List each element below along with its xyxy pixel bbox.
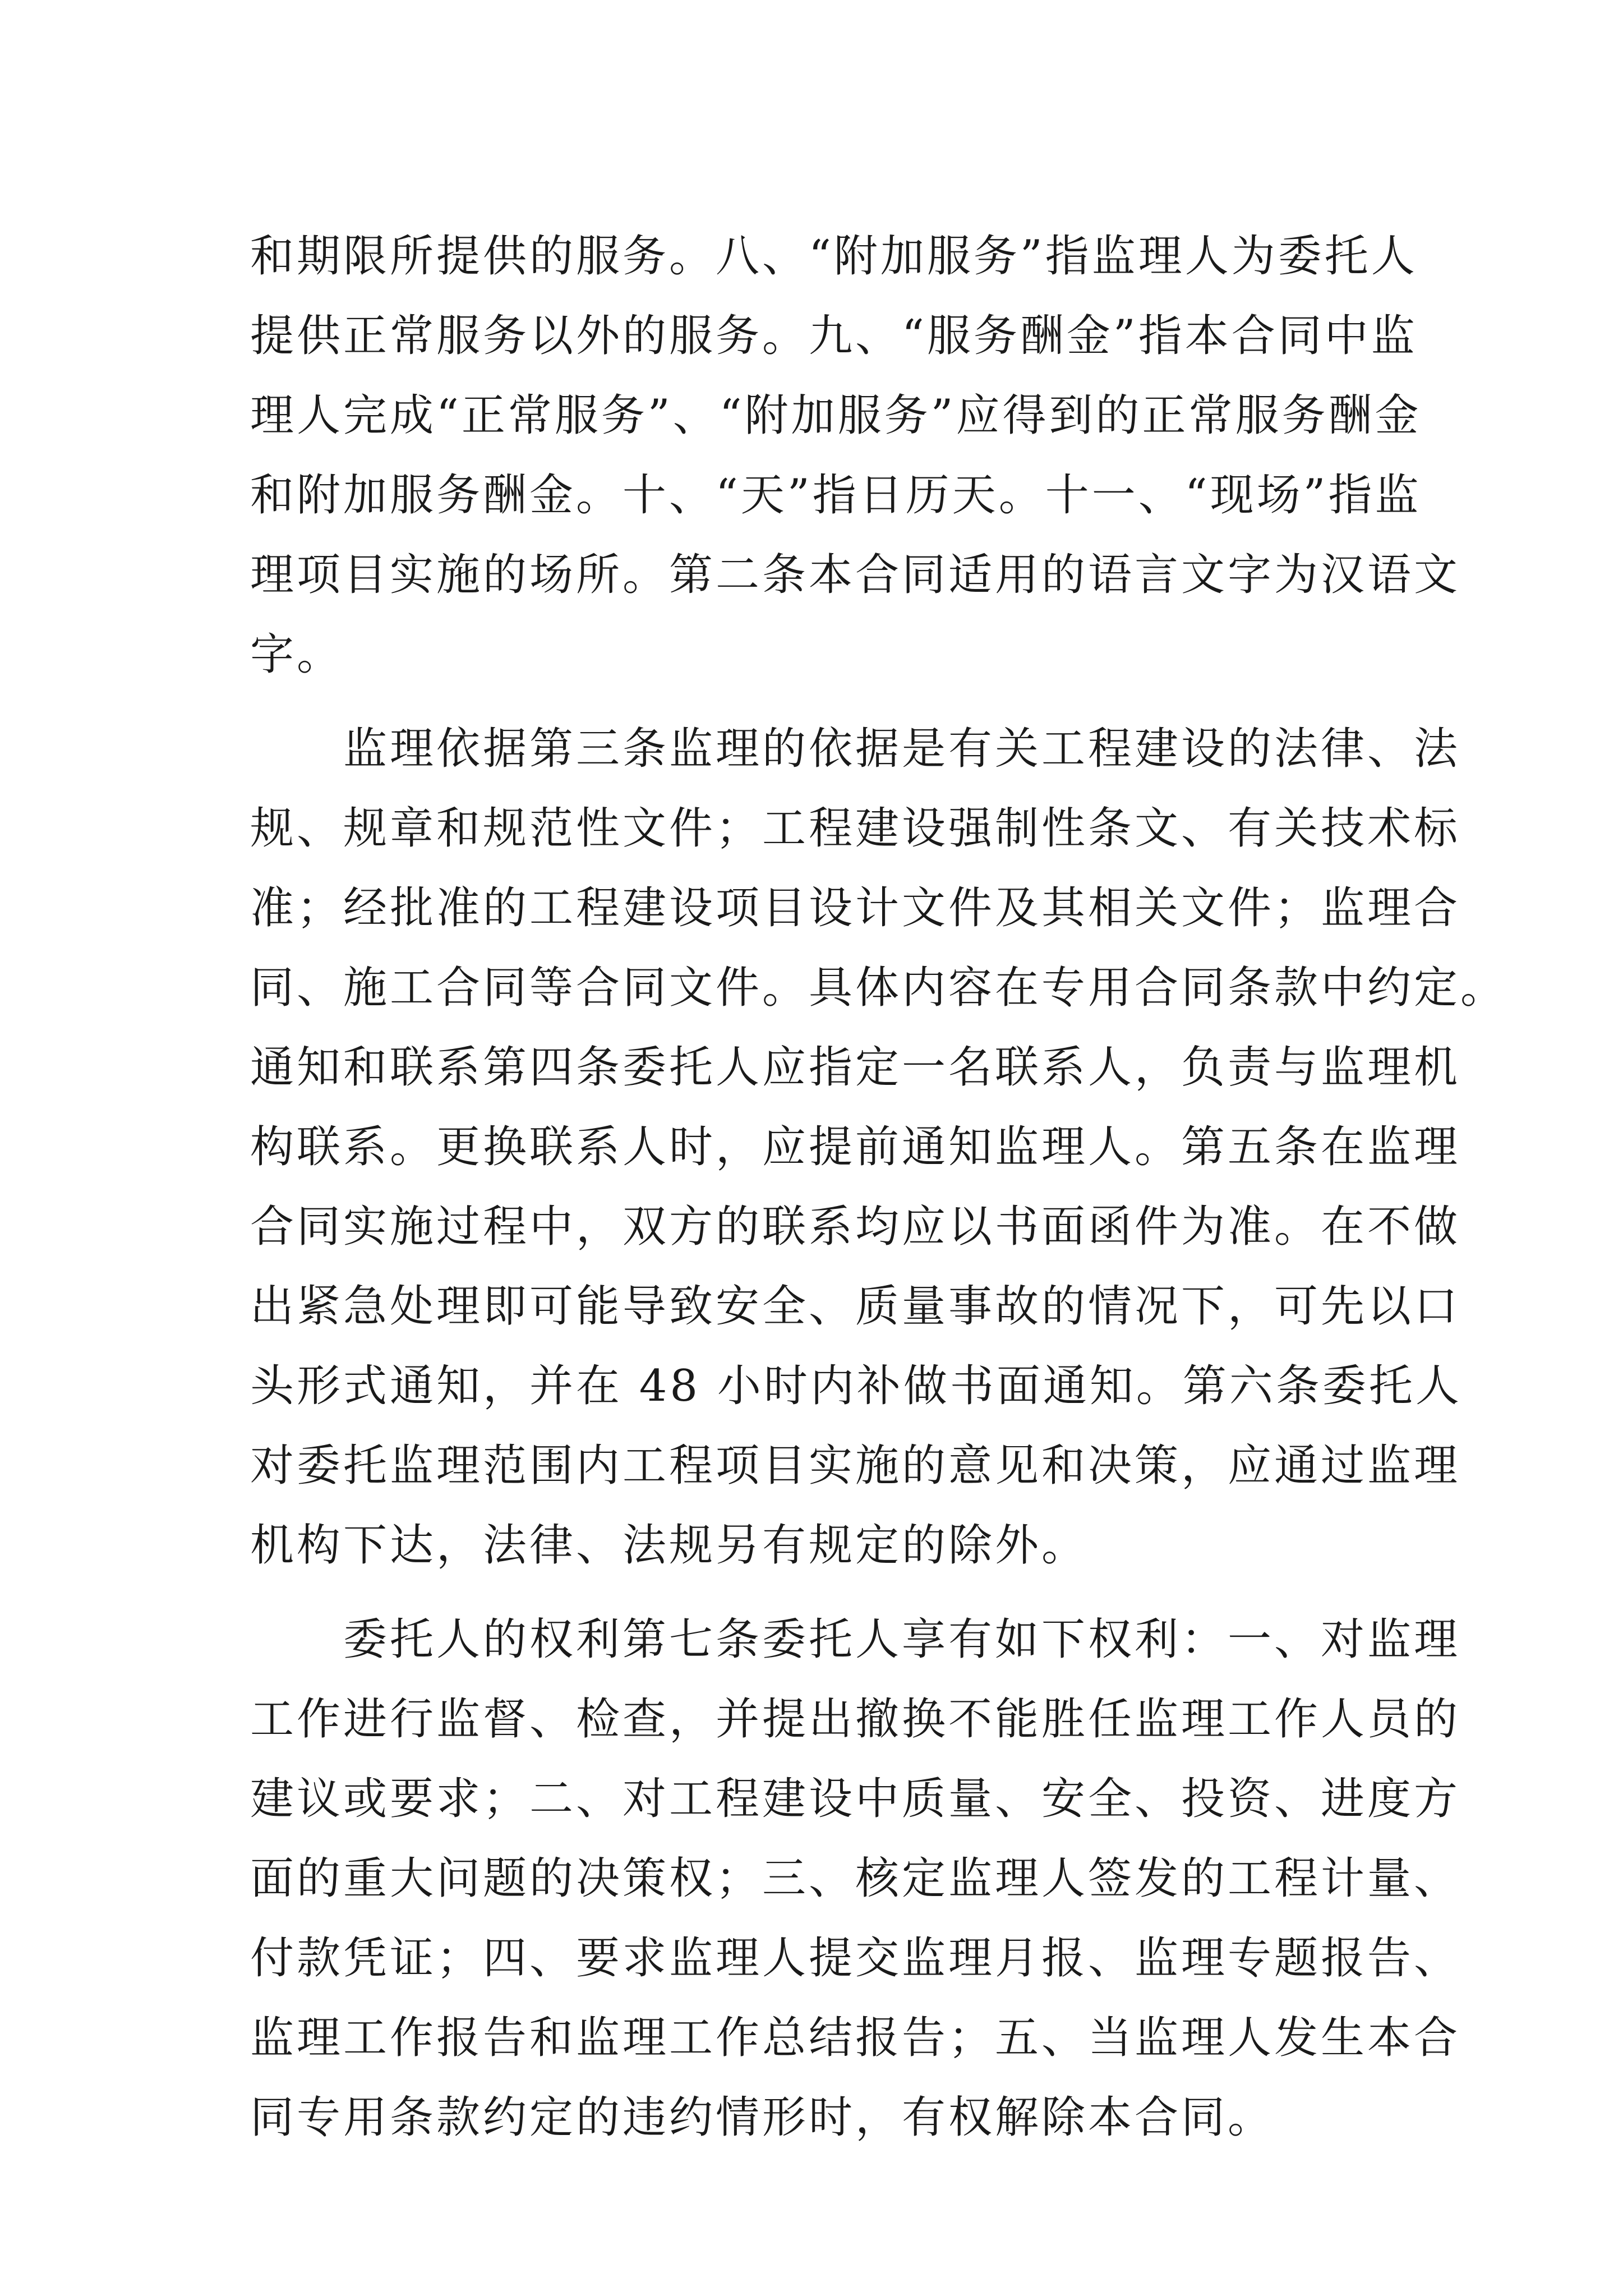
paragraph-definitions	[250, 217, 1461, 694]
text-line: 委托人的权利第七条委托人享有如下权利：一、对监理	[250, 1614, 1461, 1665]
text-line: 同、施工合同等合同文件。具体内容在专用合同条款中约定。	[250, 963, 1507, 1013]
text-line: 建议或要求；二、对工程建设中质量、安全、投资、进度方	[250, 1774, 1461, 1824]
text-line: 字。	[250, 629, 344, 680]
text-line: 提供正常服务以外的服务。九、“服务酬金”指本合同中监	[250, 311, 1418, 361]
text-line: 准；经批准的工程建设项目设计文件及其相关文件；监理合	[250, 883, 1461, 933]
text-line: 规、规章和规范性文件；工程建设强制性条文、有关技术标	[250, 803, 1461, 854]
text-line: 理人完成“正常服务”、“附加服务”应得到的正常服务酬金	[250, 390, 1422, 441]
text-line: 合同实施过程中，双方的联系均应以书面函件为准。在不做	[250, 1202, 1461, 1252]
text-line: 面的重大问题的决策权；三、核定监理人签发的工程计量、	[250, 1853, 1461, 1904]
paragraph-spacer	[250, 694, 1394, 709]
paragraph-spacer	[250, 1585, 1394, 1600]
text-line: 通知和联系第四条委托人应指定一名联系人，负责与监理机	[250, 1042, 1461, 1093]
text-line: 工作进行监督、检查，并提出撤换不能胜任监理工作人员的	[250, 1694, 1461, 1745]
text-line: 付款凭证；四、要求监理人提交监理月报、监理专题报告、	[250, 1933, 1461, 1984]
text-line: 头形式通知，并在 48 小时内补做书面通知。第六条委托人	[250, 1361, 1462, 1411]
text-line: 和附加服务酬金。十、“天”指日历天。十一、“现场”指监	[250, 470, 1422, 521]
text-line: 构联系。更换联系人时，应提前通知监理人。第五条在监理	[250, 1122, 1461, 1172]
text-line: 机构下达，法律、法规另有规定的除外。	[250, 1520, 1089, 1571]
paragraph-client-rights	[250, 1600, 1461, 2157]
document-body	[250, 217, 1507, 2157]
text-line: 和期限所提供的服务。八、“附加服务”指监理人为委托人	[250, 231, 1418, 282]
text-line: 出紧急处理即可能导致安全、质量事故的情况下，可先以口	[250, 1281, 1461, 1332]
text-line: 对委托监理范围内工程项目实施的意见和决策，应通过监理	[250, 1441, 1461, 1491]
text-line: 理项目实施的场所。第二条本合同适用的语言文字为汉语文	[250, 550, 1461, 600]
text-line: 同专用条款约定的违约情形时，有权解除本合同。	[250, 2092, 1275, 2143]
text-line: 监理依据第三条监理的依据是有关工程建设的法律、法	[250, 724, 1461, 774]
text-line: 监理工作报告和监理工作总结报告；五、当监理人发生本合	[250, 2013, 1461, 2063]
paragraph-supervision-basis	[250, 709, 1507, 1585]
